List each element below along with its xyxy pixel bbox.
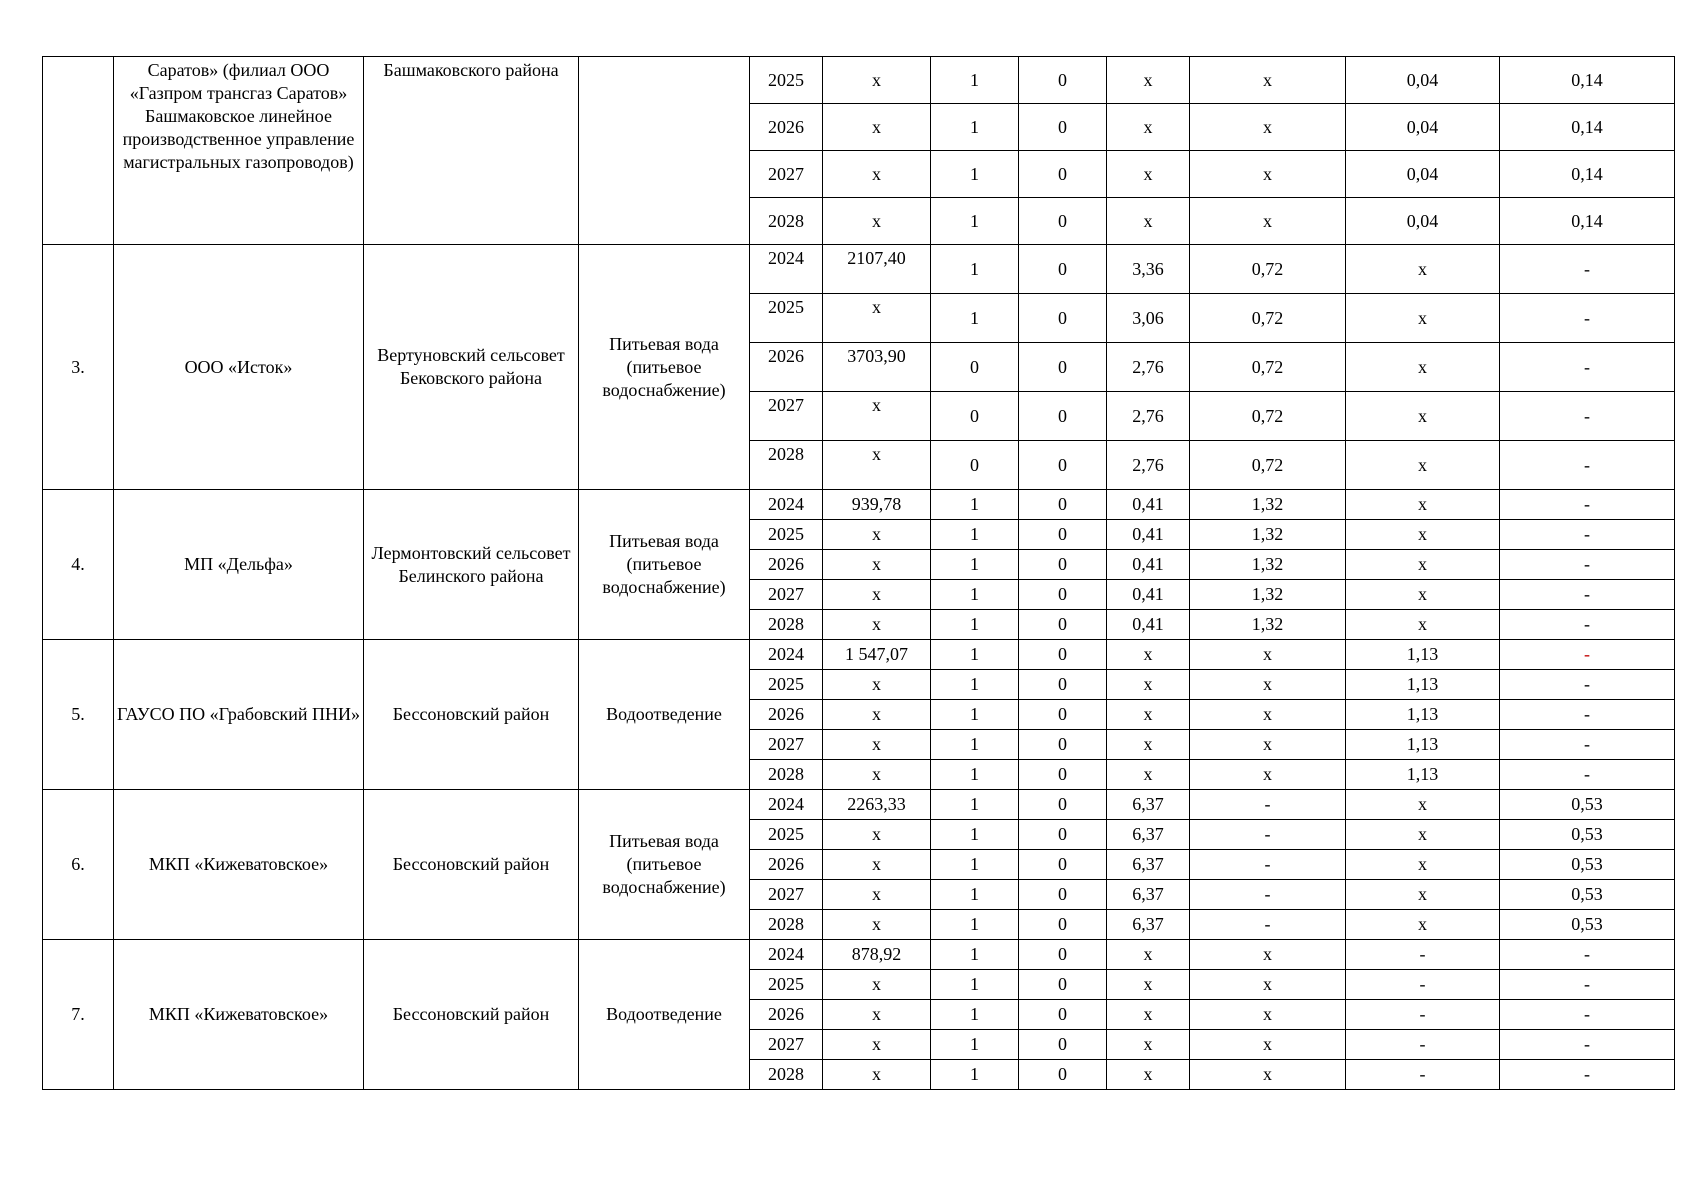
- resource-type-cell: Водоотведение: [579, 940, 750, 1090]
- value-7-cell: 0,14: [1500, 104, 1675, 151]
- value-1-cell: x: [823, 670, 931, 700]
- value-7-cell: 0,14: [1500, 198, 1675, 245]
- value-4-cell: x: [1107, 700, 1190, 730]
- value-4-cell: x: [1107, 104, 1190, 151]
- value-7-cell: 0,53: [1500, 910, 1675, 940]
- value-7-cell: 0,14: [1500, 57, 1675, 104]
- year-cell: 2024: [750, 640, 823, 670]
- year-cell: 2027: [750, 880, 823, 910]
- value-4-cell: x: [1107, 760, 1190, 790]
- value-1-cell: x: [823, 880, 931, 910]
- value-2-cell: 1: [931, 790, 1019, 820]
- value-4-cell: x: [1107, 57, 1190, 104]
- value-5-cell: 1,32: [1190, 610, 1346, 640]
- value-2-cell: 1: [931, 700, 1019, 730]
- value-4-cell: x: [1107, 198, 1190, 245]
- value-3-cell: 0: [1019, 760, 1107, 790]
- resource-type-cell: Питьевая вода (питьевое водоснабжение): [579, 790, 750, 940]
- value-2-cell: 1: [931, 198, 1019, 245]
- resource-type-cell: Питьевая вода (питьевое водоснабжение): [579, 490, 750, 640]
- value-3-cell: 0: [1019, 343, 1107, 392]
- value-5-cell: x: [1190, 1000, 1346, 1030]
- value-7-cell: -: [1500, 441, 1675, 490]
- value-3-cell: 0: [1019, 57, 1107, 104]
- value-3-cell: 0: [1019, 151, 1107, 198]
- value-4-cell: x: [1107, 151, 1190, 198]
- value-5-cell: 0,72: [1190, 245, 1346, 294]
- value-3-cell: 0: [1019, 104, 1107, 151]
- value-6-cell: x: [1346, 880, 1500, 910]
- value-4-cell: 6,37: [1107, 790, 1190, 820]
- value-3-cell: 0: [1019, 820, 1107, 850]
- row-number-cell: 4.: [43, 490, 114, 640]
- row-number-cell: 7.: [43, 940, 114, 1090]
- value-1-cell: 2107,40: [823, 245, 931, 294]
- year-cell: 2024: [750, 245, 823, 294]
- value-3-cell: 0: [1019, 490, 1107, 520]
- value-1-cell: x: [823, 198, 931, 245]
- value-3-cell: 0: [1019, 1060, 1107, 1090]
- value-2-cell: 1: [931, 610, 1019, 640]
- value-7-cell: -: [1500, 640, 1675, 670]
- value-7-cell: -: [1500, 940, 1675, 970]
- value-5-cell: -: [1190, 910, 1346, 940]
- value-2-cell: 1: [931, 880, 1019, 910]
- value-7-cell: -: [1500, 343, 1675, 392]
- value-5-cell: 0,72: [1190, 441, 1346, 490]
- value-2-cell: 1: [931, 730, 1019, 760]
- value-3-cell: 0: [1019, 1030, 1107, 1060]
- value-5-cell: x: [1190, 940, 1346, 970]
- value-1-cell: 3703,90: [823, 343, 931, 392]
- year-cell: 2027: [750, 1030, 823, 1060]
- year-cell: 2028: [750, 1060, 823, 1090]
- value-3-cell: 0: [1019, 970, 1107, 1000]
- table-row: [43, 490, 1675, 520]
- value-7-cell: -: [1500, 294, 1675, 343]
- table-row: [43, 57, 1675, 104]
- value-6-cell: 1,13: [1346, 700, 1500, 730]
- value-6-cell: -: [1346, 1060, 1500, 1090]
- year-cell: 2025: [750, 970, 823, 1000]
- territory-cell: Бессоновский район: [364, 940, 579, 1090]
- resource-type-cell: [579, 57, 750, 245]
- value-4-cell: 0,41: [1107, 610, 1190, 640]
- value-1-cell: x: [823, 610, 931, 640]
- year-cell: 2026: [750, 700, 823, 730]
- value-2-cell: 0: [931, 392, 1019, 441]
- value-4-cell: x: [1107, 1000, 1190, 1030]
- value-1-cell: x: [823, 1060, 931, 1090]
- value-7-cell: -: [1500, 730, 1675, 760]
- value-4-cell: 0,41: [1107, 520, 1190, 550]
- value-3-cell: 0: [1019, 790, 1107, 820]
- value-2-cell: 1: [931, 550, 1019, 580]
- value-5-cell: -: [1190, 850, 1346, 880]
- value-6-cell: -: [1346, 940, 1500, 970]
- value-5-cell: x: [1190, 104, 1346, 151]
- value-3-cell: 0: [1019, 198, 1107, 245]
- value-6-cell: x: [1346, 490, 1500, 520]
- value-2-cell: 1: [931, 910, 1019, 940]
- value-3-cell: 0: [1019, 610, 1107, 640]
- year-cell: 2026: [750, 104, 823, 151]
- year-cell: 2024: [750, 940, 823, 970]
- value-2-cell: 1: [931, 57, 1019, 104]
- value-5-cell: x: [1190, 670, 1346, 700]
- value-2-cell: 1: [931, 640, 1019, 670]
- year-cell: 2026: [750, 343, 823, 392]
- value-3-cell: 0: [1019, 640, 1107, 670]
- table-row: [43, 790, 1675, 820]
- value-7-cell: -: [1500, 700, 1675, 730]
- value-2-cell: 1: [931, 104, 1019, 151]
- value-1-cell: x: [823, 441, 931, 490]
- value-5-cell: x: [1190, 198, 1346, 245]
- row-number-cell: [43, 57, 114, 245]
- value-5-cell: x: [1190, 730, 1346, 760]
- value-1-cell: x: [823, 820, 931, 850]
- value-5-cell: x: [1190, 151, 1346, 198]
- territory-cell: Вертуновский сельсовет Бековского района: [364, 245, 579, 490]
- value-1-cell: x: [823, 57, 931, 104]
- value-6-cell: -: [1346, 970, 1500, 1000]
- year-cell: 2027: [750, 392, 823, 441]
- value-2-cell: 1: [931, 850, 1019, 880]
- year-cell: 2025: [750, 294, 823, 343]
- value-1-cell: x: [823, 550, 931, 580]
- value-1-cell: x: [823, 580, 931, 610]
- value-7-cell: -: [1500, 520, 1675, 550]
- value-7-cell: -: [1500, 245, 1675, 294]
- value-2-cell: 1: [931, 294, 1019, 343]
- year-cell: 2028: [750, 198, 823, 245]
- value-3-cell: 0: [1019, 850, 1107, 880]
- value-5-cell: 1,32: [1190, 550, 1346, 580]
- value-6-cell: 1,13: [1346, 760, 1500, 790]
- year-cell: 2025: [750, 820, 823, 850]
- value-1-cell: x: [823, 151, 931, 198]
- value-1-cell: x: [823, 392, 931, 441]
- value-6-cell: -: [1346, 1000, 1500, 1030]
- value-2-cell: 1: [931, 820, 1019, 850]
- value-4-cell: 6,37: [1107, 850, 1190, 880]
- value-5-cell: x: [1190, 700, 1346, 730]
- value-5-cell: 0,72: [1190, 392, 1346, 441]
- row-number-cell: 3.: [43, 245, 114, 490]
- organization-cell: МП «Дельфа»: [114, 490, 364, 640]
- year-cell: 2026: [750, 550, 823, 580]
- organization-cell: ООО «Исток»: [114, 245, 364, 490]
- organization-cell: Саратов» (филиал ООО «Газпром трансгаз Саратов» Башмаковское линейное производственное управление магистральных газопроводов): [114, 57, 364, 245]
- value-4-cell: x: [1107, 970, 1190, 1000]
- value-1-cell: x: [823, 970, 931, 1000]
- value-7-cell: 0,53: [1500, 850, 1675, 880]
- year-cell: 2028: [750, 760, 823, 790]
- value-6-cell: 0,04: [1346, 104, 1500, 151]
- value-1-cell: x: [823, 700, 931, 730]
- value-6-cell: 0,04: [1346, 151, 1500, 198]
- value-4-cell: 2,76: [1107, 441, 1190, 490]
- value-2-cell: 1: [931, 670, 1019, 700]
- value-1-cell: 939,78: [823, 490, 931, 520]
- year-cell: 2025: [750, 670, 823, 700]
- value-4-cell: 6,37: [1107, 910, 1190, 940]
- value-2-cell: 1: [931, 151, 1019, 198]
- value-2-cell: 1: [931, 1030, 1019, 1060]
- value-7-cell: -: [1500, 1000, 1675, 1030]
- value-7-cell: -: [1500, 610, 1675, 640]
- value-5-cell: 0,72: [1190, 343, 1346, 392]
- value-5-cell: x: [1190, 1060, 1346, 1090]
- value-7-cell: 0,53: [1500, 880, 1675, 910]
- value-1-cell: x: [823, 910, 931, 940]
- value-3-cell: 0: [1019, 730, 1107, 760]
- value-7-cell: -: [1500, 970, 1675, 1000]
- value-4-cell: x: [1107, 670, 1190, 700]
- value-2-cell: 1: [931, 1000, 1019, 1030]
- value-2-cell: 1: [931, 940, 1019, 970]
- value-4-cell: x: [1107, 1030, 1190, 1060]
- value-6-cell: x: [1346, 245, 1500, 294]
- value-3-cell: 0: [1019, 392, 1107, 441]
- value-6-cell: 0,04: [1346, 57, 1500, 104]
- value-4-cell: x: [1107, 640, 1190, 670]
- value-5-cell: 1,32: [1190, 580, 1346, 610]
- year-cell: 2024: [750, 490, 823, 520]
- value-6-cell: x: [1346, 790, 1500, 820]
- value-3-cell: 0: [1019, 1000, 1107, 1030]
- value-3-cell: 0: [1019, 441, 1107, 490]
- value-4-cell: 3,06: [1107, 294, 1190, 343]
- value-3-cell: 0: [1019, 700, 1107, 730]
- territory-cell: Бессоновский район: [364, 640, 579, 790]
- organization-cell: ГАУСО ПО «Грабовский ПНИ»: [114, 640, 364, 790]
- value-1-cell: 1 547,07: [823, 640, 931, 670]
- value-6-cell: x: [1346, 343, 1500, 392]
- value-1-cell: x: [823, 850, 931, 880]
- value-2-cell: 0: [931, 343, 1019, 392]
- value-4-cell: 0,41: [1107, 490, 1190, 520]
- value-2-cell: 0: [931, 441, 1019, 490]
- value-3-cell: 0: [1019, 910, 1107, 940]
- value-3-cell: 0: [1019, 550, 1107, 580]
- value-6-cell: x: [1346, 610, 1500, 640]
- value-6-cell: x: [1346, 580, 1500, 610]
- value-3-cell: 0: [1019, 880, 1107, 910]
- value-5-cell: x: [1190, 57, 1346, 104]
- year-cell: 2027: [750, 580, 823, 610]
- value-6-cell: x: [1346, 441, 1500, 490]
- value-1-cell: x: [823, 294, 931, 343]
- value-4-cell: x: [1107, 940, 1190, 970]
- year-cell: 2027: [750, 151, 823, 198]
- value-1-cell: x: [823, 104, 931, 151]
- organization-cell: МКП «Кижеватовское»: [114, 790, 364, 940]
- year-cell: 2028: [750, 441, 823, 490]
- table-row: [43, 940, 1675, 970]
- value-6-cell: x: [1346, 820, 1500, 850]
- value-6-cell: x: [1346, 294, 1500, 343]
- resource-type-cell: Питьевая вода (питьевое водоснабжение): [579, 245, 750, 490]
- value-4-cell: 6,37: [1107, 820, 1190, 850]
- value-3-cell: 0: [1019, 940, 1107, 970]
- value-7-cell: -: [1500, 1060, 1675, 1090]
- value-5-cell: x: [1190, 970, 1346, 1000]
- year-cell: 2028: [750, 910, 823, 940]
- table-row: [43, 640, 1675, 670]
- value-6-cell: 1,13: [1346, 670, 1500, 700]
- value-7-cell: -: [1500, 760, 1675, 790]
- value-2-cell: 1: [931, 760, 1019, 790]
- resource-type-cell: Водоотведение: [579, 640, 750, 790]
- value-4-cell: 3,36: [1107, 245, 1190, 294]
- value-6-cell: x: [1346, 850, 1500, 880]
- value-1-cell: x: [823, 1000, 931, 1030]
- value-3-cell: 0: [1019, 245, 1107, 294]
- value-6-cell: 1,13: [1346, 640, 1500, 670]
- value-5-cell: x: [1190, 760, 1346, 790]
- value-4-cell: x: [1107, 730, 1190, 760]
- value-3-cell: 0: [1019, 520, 1107, 550]
- value-7-cell: 0,53: [1500, 820, 1675, 850]
- value-2-cell: 1: [931, 490, 1019, 520]
- value-6-cell: x: [1346, 910, 1500, 940]
- value-5-cell: 1,32: [1190, 490, 1346, 520]
- year-cell: 2028: [750, 610, 823, 640]
- value-7-cell: 0,53: [1500, 790, 1675, 820]
- value-4-cell: 0,41: [1107, 580, 1190, 610]
- value-6-cell: x: [1346, 392, 1500, 441]
- year-cell: 2026: [750, 1000, 823, 1030]
- value-1-cell: 878,92: [823, 940, 931, 970]
- value-2-cell: 1: [931, 520, 1019, 550]
- value-5-cell: x: [1190, 640, 1346, 670]
- value-6-cell: -: [1346, 1030, 1500, 1060]
- value-1-cell: x: [823, 730, 931, 760]
- table-row: [43, 245, 1675, 294]
- value-5-cell: 0,72: [1190, 294, 1346, 343]
- territory-cell: Башмаковского района: [364, 57, 579, 245]
- territory-cell: Лермонтовский сельсовет Белинского района: [364, 490, 579, 640]
- year-cell: 2027: [750, 730, 823, 760]
- value-2-cell: 1: [931, 245, 1019, 294]
- organization-cell: МКП «Кижеватовское»: [114, 940, 364, 1090]
- year-cell: 2025: [750, 57, 823, 104]
- value-4-cell: x: [1107, 1060, 1190, 1090]
- value-3-cell: 0: [1019, 580, 1107, 610]
- year-cell: 2025: [750, 520, 823, 550]
- row-number-cell: 5.: [43, 640, 114, 790]
- value-2-cell: 1: [931, 970, 1019, 1000]
- value-7-cell: -: [1500, 490, 1675, 520]
- value-6-cell: 1,13: [1346, 730, 1500, 760]
- value-4-cell: 6,37: [1107, 880, 1190, 910]
- value-1-cell: x: [823, 520, 931, 550]
- value-3-cell: 0: [1019, 294, 1107, 343]
- year-cell: 2024: [750, 790, 823, 820]
- value-5-cell: x: [1190, 1030, 1346, 1060]
- value-6-cell: x: [1346, 520, 1500, 550]
- territory-cell: Бессоновский район: [364, 790, 579, 940]
- value-6-cell: x: [1346, 550, 1500, 580]
- value-7-cell: 0,14: [1500, 151, 1675, 198]
- row-number-cell: 6.: [43, 790, 114, 940]
- value-1-cell: x: [823, 760, 931, 790]
- value-5-cell: 1,32: [1190, 520, 1346, 550]
- value-1-cell: x: [823, 1030, 931, 1060]
- value-5-cell: -: [1190, 790, 1346, 820]
- value-5-cell: -: [1190, 880, 1346, 910]
- value-7-cell: -: [1500, 580, 1675, 610]
- value-1-cell: 2263,33: [823, 790, 931, 820]
- value-7-cell: -: [1500, 550, 1675, 580]
- value-4-cell: 2,76: [1107, 343, 1190, 392]
- year-cell: 2026: [750, 850, 823, 880]
- value-4-cell: 0,41: [1107, 550, 1190, 580]
- value-7-cell: -: [1500, 670, 1675, 700]
- value-7-cell: -: [1500, 1030, 1675, 1060]
- value-3-cell: 0: [1019, 670, 1107, 700]
- value-6-cell: 0,04: [1346, 198, 1500, 245]
- value-5-cell: -: [1190, 820, 1346, 850]
- value-7-cell: -: [1500, 392, 1675, 441]
- value-2-cell: 1: [931, 580, 1019, 610]
- data-table: [42, 56, 1675, 1090]
- value-4-cell: 2,76: [1107, 392, 1190, 441]
- value-2-cell: 1: [931, 1060, 1019, 1090]
